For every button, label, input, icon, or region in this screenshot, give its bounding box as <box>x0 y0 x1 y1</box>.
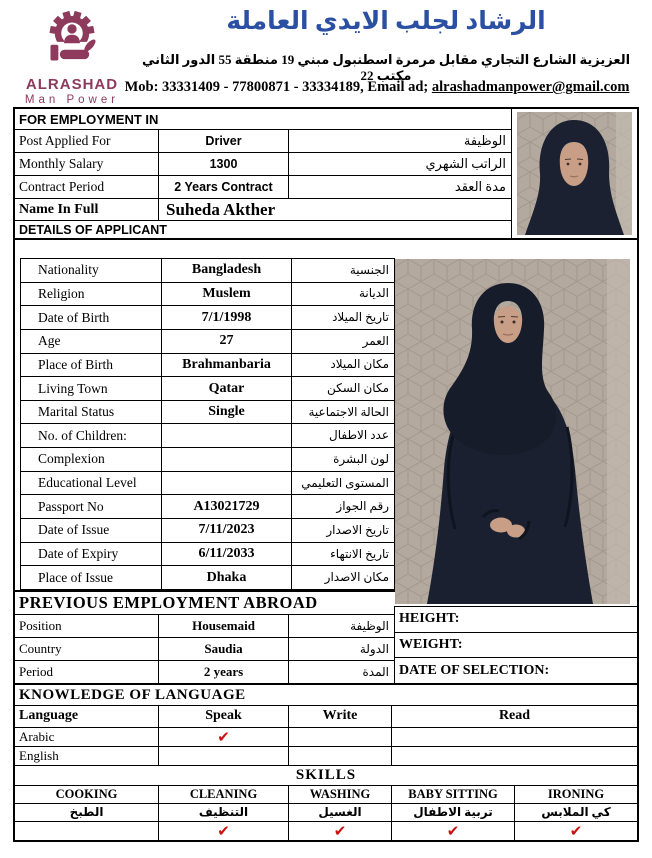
field-label: Place of Birth <box>21 354 162 377</box>
field-label: Living Town <box>21 377 162 400</box>
skill-header-ar: الغسيل <box>289 804 392 821</box>
field-label-ar: الجنسية <box>349 262 389 277</box>
read-cell <box>392 728 637 746</box>
table-row <box>21 330 394 354</box>
field-value: 27 <box>162 330 292 353</box>
table-row <box>15 660 394 683</box>
date-of-selection-field: DATE OF SELECTION: <box>395 657 637 683</box>
field-row-name <box>15 199 511 221</box>
field-label-ar: الوظيفة <box>463 133 506 148</box>
table-row <box>21 519 394 543</box>
field-value: Dhaka <box>162 566 292 589</box>
application-form <box>13 107 639 842</box>
cooking-check-cell <box>15 822 159 840</box>
previous-employment-title: PREVIOUS EMPLOYMENT ABROAD <box>15 590 395 614</box>
field-label-ar: المدة <box>362 664 389 679</box>
field-label-ar: الدولة <box>359 641 389 656</box>
table-row <box>21 472 394 496</box>
email-link[interactable]: alrashadmanpower@gmail.com <box>431 79 630 95</box>
manpower-gear-hand-icon <box>35 6 109 72</box>
field-label-ar: رقم الجواز <box>336 499 389 514</box>
skill-header-ar: كي الملابس <box>541 805 611 819</box>
field-value: Brahmanbaria <box>162 354 292 377</box>
applicant-photo-full <box>395 259 630 604</box>
field-label-ar: تاريخ الاصدار <box>326 522 389 537</box>
field-label-ar: لون البشرة <box>333 451 389 466</box>
language-header-row <box>15 706 637 728</box>
field-value: Saudia <box>159 638 289 660</box>
field-label-ar: مكان الميلاد <box>330 357 389 372</box>
field-value: Muslem <box>162 283 292 306</box>
field-label: Educational Level <box>21 472 162 495</box>
field-value: 1300 <box>159 153 289 175</box>
babysitting-checkmark: ✔ <box>392 822 515 840</box>
field-label: Date of Issue <box>21 519 162 542</box>
table-row <box>21 448 394 472</box>
field-value <box>162 472 292 495</box>
applicant-name: Suheda Akther <box>166 199 276 219</box>
field-row-contract <box>15 176 511 199</box>
field-label-ar: عدد الاطفال <box>329 428 389 443</box>
table-row <box>21 283 394 307</box>
column-header: Speak <box>159 706 289 727</box>
field-label: Post Applied For <box>15 130 159 152</box>
read-cell <box>392 747 637 765</box>
write-cell <box>289 728 392 746</box>
column-header: Write <box>289 706 392 727</box>
field-label-ar: العمر <box>362 333 389 348</box>
field-value: Qatar <box>162 377 292 400</box>
weight-field: WEIGHT: <box>395 632 637 658</box>
contact-line <box>112 79 642 96</box>
name-label: Name In Full <box>15 199 159 220</box>
language-row-english <box>15 747 637 765</box>
column-header: Language <box>15 706 159 727</box>
field-label: No. of Children: <box>21 424 162 447</box>
field-row-salary <box>15 153 511 176</box>
table-row <box>21 424 394 448</box>
field-label: Date of Expiry <box>21 543 162 566</box>
field-label-ar: مكان السكن <box>327 381 389 396</box>
field-value: 7/1/1998 <box>162 306 292 329</box>
field-label: Position <box>15 615 159 637</box>
language-section-title: KNOWLEDGE OF LANGUAGE <box>15 683 637 705</box>
agency-title-arabic: الرشاد لجلب الايدي العاملة <box>226 8 546 35</box>
language-name: English <box>15 747 159 765</box>
skill-header: BABY SITTING <box>392 786 515 803</box>
washing-checkmark: ✔ <box>289 822 392 840</box>
write-cell <box>289 747 392 765</box>
skill-header-ar: التنظيف <box>159 804 289 821</box>
field-value: 2 years <box>159 661 289 683</box>
selection-box <box>394 606 637 683</box>
skills-check-row <box>15 822 637 840</box>
field-label: Age <box>21 330 162 353</box>
skills-arabic-row <box>15 803 637 822</box>
field-label: Marital Status <box>21 401 162 424</box>
field-value: 7/11/2023 <box>162 519 292 542</box>
table-row <box>21 306 394 330</box>
skills-section-title: SKILLS <box>15 765 637 785</box>
field-value: Single <box>162 401 292 424</box>
language-row-arabic <box>15 728 637 747</box>
field-label: Nationality <box>21 259 162 282</box>
table-row <box>21 495 394 519</box>
field-label: Place of Issue <box>21 566 162 589</box>
skill-header: IRONING <box>547 787 605 801</box>
field-value: Bangladesh <box>162 259 292 282</box>
speak-checkmark: ✔ <box>159 728 289 746</box>
field-label: Date of Birth <box>21 306 162 329</box>
details-section-title: DETAILS OF APPLICANT <box>19 223 167 237</box>
field-row-post <box>15 130 511 153</box>
skill-header: CLEANING <box>159 786 289 803</box>
skill-header: WASHING <box>289 786 392 803</box>
field-value: A13021729 <box>162 495 292 518</box>
field-label: Complexion <box>21 448 162 471</box>
skills-table <box>15 785 637 840</box>
field-label-ar: الحالة الاجتماعية <box>308 404 389 419</box>
full-photo-image <box>395 259 630 604</box>
field-label: Contract Period <box>15 176 159 198</box>
height-field: HEIGHT: <box>399 611 460 627</box>
contact-phones: Mob: 33331409 - 77800871 - 33334189, Email ad; <box>124 79 432 95</box>
field-label-ar: الوظيفة <box>350 618 389 633</box>
field-label-ar: تاريخ الانتهاء <box>330 546 389 561</box>
ironing-checkmark: ✔ <box>569 822 583 840</box>
table-row <box>21 543 394 567</box>
table-row <box>21 354 394 378</box>
table-row <box>21 259 394 283</box>
logo-name: ALRASHAD <box>25 76 119 93</box>
field-label-ar: المستوى التعليمي <box>301 475 389 490</box>
table-row <box>21 566 394 589</box>
field-label: Religion <box>21 283 162 306</box>
column-header: Read <box>498 708 531 724</box>
agency-address-arabic: العزيزية الشارع التجاري مقابل مرمرة اسطنبول مبني 19 منطقة 55 الدور الثاني مكتب 22 <box>141 52 631 83</box>
language-name: Arabic <box>15 728 159 746</box>
skill-header-ar: تربية الاطفال <box>392 804 515 821</box>
field-label: Passport No <box>21 495 162 518</box>
field-label: Period <box>15 661 159 683</box>
field-value: Driver <box>159 130 289 152</box>
skills-header-row <box>15 786 637 803</box>
logo-subtitle: Man Power <box>24 93 120 106</box>
field-label-ar: تاريخ الميلاد <box>332 310 389 325</box>
field-label-ar: الديانة <box>358 286 389 301</box>
field-label-ar: مكان الاصدار <box>324 570 389 585</box>
employment-section-title: FOR EMPLOYMENT IN <box>15 109 511 130</box>
table-row <box>21 377 394 401</box>
table-row <box>15 637 394 660</box>
field-value: 6/11/2033 <box>162 543 292 566</box>
section-divider <box>15 238 637 240</box>
field-value: 2 Years Contract <box>159 176 289 198</box>
table-row <box>15 614 394 637</box>
field-value <box>162 448 292 471</box>
field-value: Housemaid <box>159 615 289 637</box>
details-table <box>20 258 395 590</box>
previous-employment-table <box>15 614 394 683</box>
language-table <box>15 705 637 765</box>
skill-header-ar: الطبخ <box>15 804 159 821</box>
cleaning-checkmark: ✔ <box>159 822 289 840</box>
field-label: Country <box>15 638 159 660</box>
field-label: Monthly Salary <box>15 153 159 175</box>
table-row <box>21 401 394 425</box>
field-value <box>162 424 292 447</box>
speak-cell <box>159 747 289 765</box>
field-label-ar: مدة العقد <box>454 179 506 194</box>
employment-section <box>15 109 512 239</box>
skill-header: COOKING <box>15 786 159 803</box>
field-label-ar: الراتب الشهري <box>425 156 506 171</box>
applicant-photo-portrait <box>517 112 632 235</box>
portrait-photo-image <box>517 112 632 235</box>
